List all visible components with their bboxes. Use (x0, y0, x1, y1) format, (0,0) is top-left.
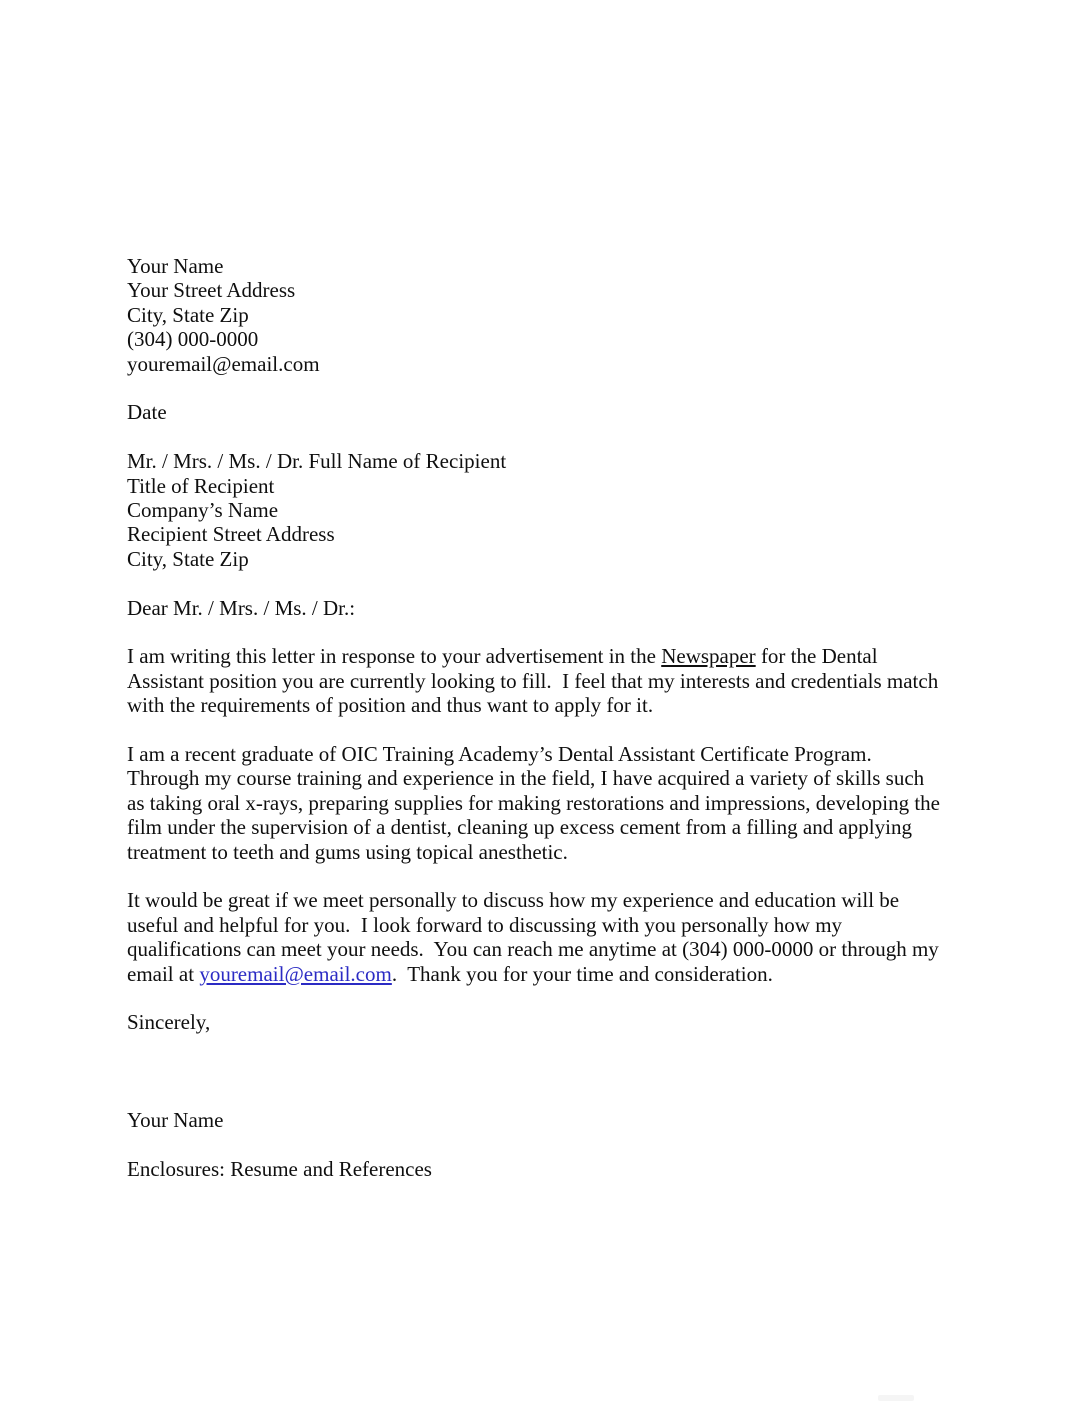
paragraph-qualifications (127, 742, 984, 864)
watermark-remnant (878, 1395, 914, 1401)
enclosures-block (127, 1157, 984, 1181)
paragraph-closing-line-1: It would be great if we meet personally to discuss how my experience and education will be (127, 888, 900, 913)
paragraph-intro-line-3: with the requirements of position and thus want to apply for it. (127, 693, 654, 718)
valediction-block (127, 1010, 984, 1034)
recipient-city-state-zip: City, State Zip (127, 546, 249, 571)
salutation-line: Dear Mr. / Mrs. / Ms. / Dr.: (127, 595, 356, 620)
intro-text-pre: I am writing this letter in response to your advertisement in the (127, 644, 662, 669)
paragraph-intro-line-1 (127, 644, 984, 668)
signature-block (127, 1108, 984, 1132)
paragraph-qualifications-line-3: as taking oral x-rays, preparing supplies for making restorations and impressions, developing the (127, 790, 940, 815)
intro-text-post: for the Dental (755, 644, 878, 669)
closing-text-pre: email at (127, 961, 200, 986)
recipient-full-name: Mr. / Mrs. / Ms. / Dr. Full Name of Recipient (127, 449, 507, 474)
date-block (127, 400, 984, 424)
sender-city-state-zip: City, State Zip (127, 302, 249, 327)
paragraph-closing-request (127, 888, 984, 986)
sender-email: youremail@email.com (127, 351, 320, 376)
paragraph-intro-line-2: Assistant position you are currently looking to fill. I feel that my interests and credentials match (127, 668, 939, 693)
sender-block (127, 254, 984, 376)
paragraph-qualifications-line-5: treatment to teeth and gums using topical anesthetic. (127, 839, 568, 864)
signature-name: Your Name (127, 1108, 224, 1133)
paragraph-intro (127, 644, 984, 717)
enclosures-line: Enclosures: Resume and References (127, 1156, 432, 1181)
paragraph-qualifications-line-1: I am a recent graduate of OIC Training Academy’s Dental Assistant Certificate Program. (127, 742, 872, 767)
paragraph-qualifications-line-4: film under the supervision of a dentist, cleaning up excess cement from a filling and applying (127, 815, 912, 840)
sender-name: Your Name (127, 254, 224, 278)
date-placeholder: Date (127, 400, 167, 425)
paragraph-qualifications-line-2: Through my course training and experience in the field, I have acquired a variety of skills such (127, 766, 925, 791)
email-link[interactable]: youremail@email.com (199, 961, 392, 986)
sender-street-address: Your Street Address (127, 278, 296, 303)
salutation-block (127, 596, 984, 620)
recipient-company: Company’s Name (127, 498, 279, 523)
paragraph-closing-line-3: qualifications can meet your needs. You can reach me anytime at (304) 000-0000 or through my (127, 937, 939, 962)
recipient-title: Title of Recipient (127, 473, 275, 498)
recipient-block (127, 449, 984, 571)
closing-text-post: . Thank you for your time and consideration. (391, 961, 773, 986)
newspaper-underlined-text: Newspaper (661, 644, 756, 669)
recipient-street-address: Recipient Street Address (127, 522, 335, 547)
sender-phone: (304) 000-0000 (127, 327, 259, 352)
paragraph-closing-line-2: useful and helpful for you. I look forward to discussing with you personally how my (127, 912, 843, 937)
valediction-line: Sincerely, (127, 1010, 211, 1035)
paragraph-closing-line-4 (127, 962, 984, 986)
